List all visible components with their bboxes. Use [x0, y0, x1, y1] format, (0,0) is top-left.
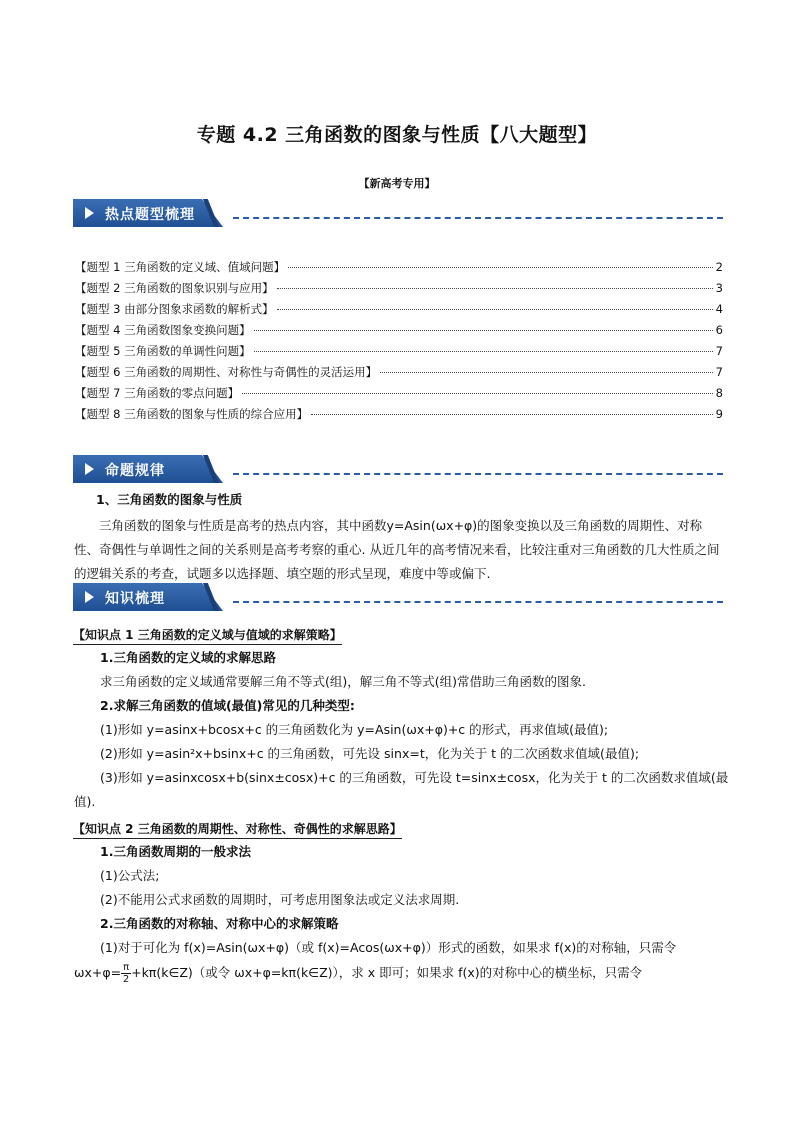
k2-line-1: (1)公式法;	[100, 868, 160, 883]
dashed-divider	[233, 601, 723, 603]
knowledge-point-title: 【知识点 1 三角函数的定义域与值域的求解策略】	[73, 626, 342, 645]
toc-item[interactable]	[75, 259, 723, 277]
play-arrow-icon	[85, 591, 94, 603]
knowledge-point-title: 【知识点 2 三角函数的周期性、对称性、奇偶性的求解思路】	[73, 820, 402, 839]
toc-label: 【题型 6 三角函数的周期性、对称性与奇偶性的灵活运用】	[75, 365, 378, 379]
toc-label: 【题型 2 三角函数的图象识别与应用】	[75, 281, 274, 295]
banner-label: 知识梳理	[105, 591, 165, 607]
fraction	[121, 962, 131, 985]
k1-heading-1: 1.三角函数的定义域的求解思路	[100, 650, 276, 665]
toc-label: 【题型 7 三角函数的零点问题】	[75, 386, 240, 400]
toc-leader	[311, 414, 713, 415]
toc-leader	[254, 351, 713, 352]
toc-leader	[288, 267, 713, 268]
play-arrow-icon	[85, 463, 94, 475]
toc-page: 7	[715, 365, 723, 379]
toc-item[interactable]	[75, 364, 723, 382]
k2-line-4	[74, 962, 724, 985]
section-banner-hot	[73, 199, 723, 227]
toc-page: 3	[715, 281, 723, 295]
toc-item[interactable]	[75, 385, 723, 403]
k1-line-3-cont: 值).	[74, 794, 96, 809]
toc-page: 4	[715, 302, 723, 316]
section-banner-rule	[73, 455, 723, 483]
toc-leader	[254, 330, 713, 331]
toc-label: 【题型 4 三角函数图象变换问题】	[75, 323, 251, 337]
k2-line-3: (1)对于可化为 f(x)=Asin(ωx+φ)（或 f(x)=Acos(ωx+φ)）形式的函数，如果求 f(x)的对称轴，只需令	[100, 940, 677, 955]
k1-line-2: (2)形如 y=asin²x+bsinx+c 的三角函数，可先设 sinx=t，化为关于 t 的二次函数求值域(最值);	[100, 746, 640, 761]
toc-label: 【题型 5 三角函数的单调性问题】	[75, 344, 251, 358]
k2-line-4-end: +kπ(k∈Z)（或令 ωx+φ=kπ(k∈Z)），求 x 即可；如果求 f(x)的对称中心的横坐标，只需令	[131, 965, 643, 980]
toc-leader	[277, 309, 713, 310]
k1-heading-2: 2.求解三角函数的值域(最值)常见的几种类型:	[100, 698, 355, 713]
toc-label: 【题型 1 三角函数的定义域、值域问题】	[75, 260, 286, 274]
toc-label: 【题型 3 由部分图象求函数的解析式】	[75, 302, 274, 316]
toc-label: 【题型 8 三角函数的图象与性质的综合应用】	[75, 407, 309, 421]
banner-label: 热点题型梳理	[105, 207, 195, 223]
toc-item[interactable]	[75, 406, 723, 424]
toc-page: 8	[715, 386, 723, 400]
toc-leader	[380, 372, 713, 373]
rule-heading: 1、三角函数的图象与性质	[96, 492, 243, 507]
banner-label: 命题规律	[105, 463, 165, 479]
play-arrow-icon	[85, 207, 94, 219]
page-subtitle: 【新高考专用】	[358, 177, 436, 190]
page-title: 专题 4.2 三角函数的图象与性质【八大题型】	[196, 124, 598, 146]
section-banner-knowledge	[73, 583, 723, 611]
toc-item[interactable]	[75, 280, 723, 298]
toc-leader	[242, 393, 713, 394]
k2-line-2: (2)不能用公式求函数的周期时，可考虑用图象法或定义法求周期.	[100, 892, 460, 907]
toc-page: 2	[715, 260, 723, 274]
toc-leader	[277, 288, 713, 289]
k1-line-3: (3)形如 y=asinxcosx+b(sinx±cosx)+c 的三角函数，可先设 t=sinx±cosx，化为关于 t 的二次函数求值域(最	[100, 770, 729, 785]
toc-page: 9	[715, 407, 723, 421]
k2-line-4-start: ωx+φ=	[74, 965, 122, 980]
dashed-divider	[233, 473, 723, 475]
toc-page: 7	[715, 344, 723, 358]
dashed-divider	[233, 217, 723, 219]
fraction-numerator: π	[123, 962, 130, 973]
k1-line-1: (1)形如 y=asinx+bcosx+c 的三角函数化为 y=Asin(ωx+φ)+c 的形式，再求值域(最值);	[100, 722, 609, 737]
fraction-denominator: 2	[122, 974, 130, 985]
toc-item[interactable]	[75, 301, 723, 319]
k2-heading-1: 1.三角函数周期的一般求法	[100, 844, 251, 859]
toc-page: 6	[715, 323, 723, 337]
rule-paragraph: 三角函数的图象与性质是高考的热点内容，其中函数y=Asin(ωx+φ)的图象变换以及三角函数的周期性、对称性、奇偶性与单调性之间的关系则是高考考察的重心. 从近几年的高考情况来看，比较注重对三角函数的几大性质之间的逻辑关系的考查，试题多以选择题、填空题的形式呈现，难度中等或偏下.	[74, 518, 720, 581]
toc-item[interactable]	[75, 322, 723, 340]
toc-item[interactable]	[75, 343, 723, 361]
k2-heading-2: 2.三角函数的对称轴、对称中心的求解策略	[100, 916, 339, 931]
k1-paragraph: 求三角函数的定义域通常要解三角不等式(组)，解三角不等式(组)常借助三角函数的图象.	[100, 674, 586, 689]
